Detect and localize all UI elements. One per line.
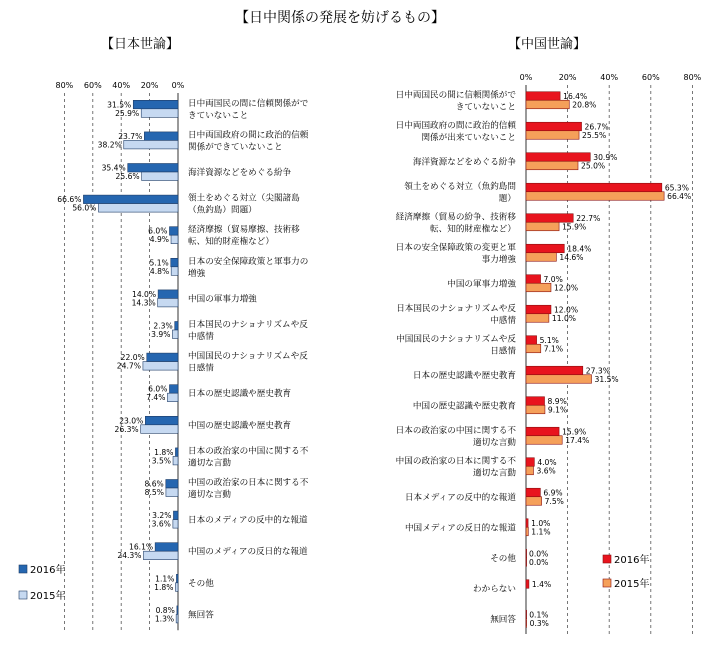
japan-value-label: 25.9%: [115, 108, 140, 118]
japan-category-label: 増強: [188, 268, 206, 279]
china-bar-2015年: [526, 161, 578, 170]
japan-value-label: 8.5%: [144, 488, 164, 497]
japan-value-label: 3.9%: [151, 330, 171, 339]
china-category-label: 関係が出来ていないこと: [421, 132, 516, 143]
japan-bar-2016年: [175, 322, 178, 331]
japan-category-label: 日本のメディアの反中的な報道: [188, 515, 308, 526]
japan-bar-2015年: [166, 488, 178, 497]
china-value-label: 20.8%: [572, 100, 597, 110]
china-bar-2015年: [526, 100, 569, 109]
china-value-label: 4.0%: [537, 457, 557, 467]
china-value-label: 27.3%: [585, 366, 610, 376]
china-bar-2015年: [526, 344, 541, 353]
japan-bar-2015年: [143, 551, 178, 560]
china-x-tick-label: 80%: [683, 73, 702, 82]
china-value-label: 3.6%: [536, 466, 556, 476]
japan-bar-2015年: [141, 425, 178, 434]
china-value-label: 12.0%: [553, 283, 579, 293]
japan-value-label: 3.2%: [152, 511, 172, 521]
japan-value-label: 24.3%: [117, 551, 142, 561]
china-value-label: 9.1%: [547, 405, 568, 415]
japan-x-tick-label: 40%: [112, 81, 131, 90]
china-bar-2016年: [526, 153, 590, 162]
china-value-label: 15.9%: [562, 427, 587, 437]
china-category-label: 日本メディアの反中的な報道: [404, 492, 516, 503]
china-bar-2015年: [526, 131, 579, 140]
china-bar-2016年: [526, 122, 582, 131]
japan-value-label: 0.8%: [155, 605, 175, 615]
japan-value-label: 16.1%: [129, 542, 154, 552]
japan-value-label: 5.1%: [149, 258, 169, 268]
japan-category-label: 日本国民のナショナリズムや反: [188, 320, 308, 330]
china-category-label: 日本の安全保障政策の変更と軍: [395, 242, 516, 253]
chart-title: 【日中関係の発展を妨げるもの】: [235, 10, 445, 26]
japan-category-label: きていないこと: [188, 110, 249, 121]
china-bar-2015年: [526, 192, 664, 201]
japan-bar-2015年: [142, 172, 178, 181]
china-value-label: 7.5%: [544, 496, 564, 506]
japan-value-label: 4.9%: [149, 235, 170, 245]
china-category-label: 中国の歴史認識や歴史教育: [412, 401, 516, 412]
japan-category-label: 日中両国政府の間に政治的信頼: [188, 130, 309, 141]
japan-category-label: 転、知的財産権など）: [188, 237, 274, 248]
china-value-label: 1.0%: [531, 518, 551, 528]
china-value-label: 12.0%: [553, 305, 579, 315]
china-category-label: 海洋資源などをめぐる紛争: [412, 157, 516, 168]
china-bar-2016年: [526, 244, 564, 253]
china-panel-subtitle: 【中国世論】: [507, 37, 587, 52]
china-bar-2015年: [526, 253, 556, 262]
japan-value-label: 6.0%: [148, 384, 168, 394]
japan-category-label: 適切な言動: [188, 490, 231, 500]
china-bar-2016年: [526, 214, 573, 223]
china-category-label: 適切な言動: [473, 437, 516, 448]
china-category-label: 中国メディアの反日的な報道: [404, 523, 516, 534]
japan-panel: [19, 81, 309, 630]
japan-category-label: 経済摩擦（貿易摩擦、技術移: [188, 225, 300, 236]
china-value-label: 0.1%: [529, 610, 549, 620]
china-value-label: 22.7%: [576, 213, 601, 223]
japan-bar-2016年: [173, 511, 178, 519]
japan-category-label: 中国のメディアの反日的な報道: [188, 547, 308, 558]
japan-value-label: 8.6%: [144, 479, 164, 489]
china-legend-swatch: [603, 555, 611, 563]
japan-category-label: 無回答: [188, 610, 214, 621]
china-category-label: きていないこと: [455, 102, 516, 113]
china-value-label: 0.0%: [529, 557, 549, 567]
japan-bar-2015年: [175, 583, 178, 592]
japan-bar-2016年: [155, 543, 178, 552]
japan-value-label: 2.3%: [153, 321, 173, 331]
china-x-tick-label: 60%: [641, 73, 660, 82]
japan-value-label: 14.3%: [131, 298, 156, 308]
japan-x-tick-label: 60%: [83, 81, 102, 90]
china-value-label: 65.3%: [664, 183, 689, 193]
china-bar-2015年: [526, 222, 559, 231]
china-category-label: 中国国民のナショナリズムや反: [396, 334, 516, 345]
china-value-label: 15.9%: [562, 222, 587, 232]
japan-category-label: 適切な言動: [188, 458, 231, 469]
china-panel: [396, 73, 702, 634]
china-bar-2016年: [526, 488, 540, 497]
china-bar-2016年: [526, 610, 527, 619]
china-value-label: 1.4%: [531, 579, 552, 589]
china-value-label: 5.1%: [539, 335, 559, 345]
china-bar-2016年: [526, 397, 545, 406]
china-x-tick-label: 20%: [558, 73, 577, 82]
japan-value-label: 38.2%: [97, 140, 122, 150]
japan-value-label: 1.8%: [154, 582, 174, 592]
china-legend-label: 2016年: [614, 555, 650, 566]
japan-value-label: 6.0%: [148, 226, 168, 236]
japan-bar-2015年: [167, 393, 178, 402]
japan-value-label: 25.6%: [115, 172, 140, 181]
china-bar-2016年: [526, 519, 528, 528]
japan-bar-2016年: [83, 195, 178, 204]
japan-x-tick-label: 80%: [55, 81, 74, 90]
china-category-label: 中感情: [490, 315, 516, 326]
japan-bar-2016年: [175, 448, 178, 457]
japan-bar-2016年: [177, 606, 178, 615]
japan-value-label: 23.0%: [119, 416, 144, 426]
china-value-label: 16.4%: [563, 91, 588, 101]
japan-bar-2015年: [173, 456, 178, 465]
japan-bar-2016年: [166, 480, 178, 489]
japan-value-label: 14.0%: [131, 289, 157, 299]
japan-bar-2016年: [133, 100, 178, 109]
china-category-label: 日中両国政府の間に政治的信頼: [395, 120, 516, 131]
japan-bar-2015年: [176, 614, 178, 623]
china-bar-2015年: [526, 314, 549, 323]
china-bar-2016年: [526, 458, 534, 467]
china-category-label: 中国の軍事力増強: [447, 279, 516, 290]
japan-bar-2015年: [124, 140, 178, 149]
japan-value-label: 3.5%: [151, 456, 172, 466]
china-bar-2015年: [526, 375, 592, 384]
china-value-label: 18.4%: [567, 244, 592, 254]
japan-bar-2015年: [158, 298, 178, 307]
china-category-label: 日本国民のナショナリズムや反: [396, 303, 516, 314]
japan-value-label: 24.7%: [116, 361, 141, 371]
china-bar-2016年: [526, 305, 551, 314]
japan-category-label: 日本の歴史認識や歴史教育: [188, 389, 292, 400]
china-value-label: 8.9%: [547, 396, 567, 406]
china-category-label: 日本の歴史認識や歴史教育: [412, 370, 516, 381]
china-bar-2015年: [526, 283, 551, 292]
japan-value-label: 56.0%: [72, 203, 97, 213]
china-value-label: 11.0%: [551, 313, 577, 323]
japan-bar-2016年: [176, 574, 178, 583]
china-value-label: 25.0%: [581, 161, 606, 171]
china-category-label: 領土をめぐる対立（魚釣島問: [404, 181, 516, 192]
china-value-label: 31.5%: [594, 374, 619, 384]
china-bar-2016年: [526, 366, 583, 375]
china-bar-2015年: [526, 466, 533, 475]
china-value-label: 17.4%: [565, 435, 590, 445]
china-category-label: 中国の政治家の日本に関する不: [395, 456, 516, 467]
japan-category-label: 日中両国民の間に信頼関係がで: [188, 98, 309, 109]
china-bar-2015年: [526, 405, 545, 414]
japan-legend-label: 2016年: [30, 565, 66, 576]
china-category-label: 転、知的財産権など）: [430, 224, 516, 235]
japan-value-label: 7.4%: [146, 393, 166, 403]
china-value-label: 25.5%: [582, 130, 607, 140]
japan-value-label: 3.6%: [151, 519, 171, 529]
china-value-label: 14.6%: [559, 252, 584, 262]
china-category-label: 経済摩擦（貿易の紛争、技術移: [395, 212, 516, 223]
japan-category-label: その他: [188, 578, 214, 589]
japan-legend-label: 2015年: [30, 591, 66, 602]
china-category-label: わからない: [473, 584, 516, 595]
china-category-label: 日感情: [490, 346, 516, 357]
china-bar-2016年: [526, 183, 662, 192]
china-bar-2015年: [526, 527, 528, 536]
china-value-label: 0.0%: [529, 549, 549, 559]
japan-bar-2015年: [173, 520, 178, 529]
japan-x-tick-label: 20%: [140, 81, 159, 90]
japan-bar-2015年: [141, 109, 178, 118]
japan-bar-2015年: [172, 330, 178, 339]
japan-bar-2015年: [98, 204, 178, 213]
china-value-label: 26.7%: [584, 122, 609, 132]
china-bar-2015年: [526, 497, 542, 506]
japan-bar-2016年: [128, 164, 178, 173]
china-x-tick-label: 40%: [600, 73, 619, 82]
china-bar-2016年: [526, 336, 537, 345]
japan-value-label: 1.3%: [154, 614, 175, 624]
japan-category-label: （魚釣島）問題）: [188, 205, 257, 216]
japan-category-label: 中国の政治家の日本に関する不: [188, 478, 309, 488]
japan-category-label: 関係ができていないこと: [188, 142, 283, 153]
china-value-label: 1.1%: [531, 527, 551, 537]
china-value-label: 7.0%: [543, 274, 563, 284]
china-bar-2016年: [526, 549, 527, 558]
japan-category-label: 中国の軍事力増強: [188, 294, 257, 305]
china-legend-swatch: [603, 579, 611, 587]
china-bar-2016年: [526, 427, 559, 436]
china-bar-2016年: [526, 275, 541, 284]
china-category-label: 無回答: [490, 614, 516, 625]
japan-value-label: 26.3%: [114, 424, 139, 434]
china-legend-label: 2015年: [614, 579, 650, 590]
japan-bar-2015年: [171, 267, 178, 276]
china-x-tick-label: 0%: [519, 73, 533, 82]
china-bar-2015年: [526, 558, 527, 567]
japan-bar-2016年: [145, 416, 178, 425]
japan-bar-2016年: [147, 353, 178, 362]
china-bar-2015年: [526, 619, 527, 628]
japan-bar-2016年: [158, 290, 178, 299]
japan-category-label: 日本の政治家の中国に関する不: [188, 446, 309, 457]
japan-x-tick-label: 0%: [171, 81, 185, 90]
china-value-label: 66.4%: [667, 191, 692, 201]
china-category-label: 適切な言動: [473, 468, 516, 479]
japan-bar-2016年: [169, 227, 178, 236]
japan-category-label: 中国の歴史認識や歴史教育: [188, 420, 292, 431]
japan-bar-2016年: [144, 132, 178, 141]
japan-category-label: 海洋資源などをめぐる紛争: [188, 168, 292, 178]
japan-value-label: 22.0%: [120, 353, 145, 363]
japan-value-label: 23.7%: [118, 131, 143, 141]
japan-legend-swatch: [19, 591, 27, 599]
china-bar-2015年: [526, 436, 562, 445]
china-bar-2016年: [526, 92, 560, 101]
japan-bar-2016年: [169, 385, 178, 394]
china-category-label: 日本の政治家の中国に関する不: [395, 425, 516, 436]
china-value-label: 0.3%: [529, 618, 549, 628]
china-category-label: 題）: [498, 193, 516, 204]
china-value-label: 30.9%: [593, 152, 618, 162]
japan-category-label: 日感情: [188, 363, 214, 374]
china-category-label: 日中両国民の間に信頼関係がで: [395, 90, 516, 101]
japan-category-label: 領土をめぐる対立（尖閣諸島: [188, 193, 300, 204]
china-value-label: 6.9%: [543, 488, 563, 498]
japan-bar-2015年: [143, 362, 178, 371]
china-bar-2016年: [526, 580, 529, 589]
japan-bar-2015年: [171, 235, 178, 244]
japan-value-label: 31.5%: [107, 100, 132, 110]
japan-value-label: 35.4%: [101, 163, 126, 173]
japan-category-label: 中国国民のナショナリズムや反: [188, 351, 308, 362]
japan-legend-swatch: [19, 565, 27, 573]
japan-category-label: 日本の安全保障政策と軍事力の: [188, 256, 309, 267]
japan-bar-2016年: [171, 258, 178, 267]
japan-value-label: 66.6%: [57, 195, 82, 205]
japan-category-label: 中感情: [188, 332, 214, 342]
china-value-label: 7.1%: [543, 344, 564, 354]
japan-value-label: 4.8%: [149, 266, 170, 276]
japan-value-label: 1.8%: [154, 447, 174, 457]
china-category-label: 事力増強: [481, 254, 516, 265]
china-category-label: その他: [490, 553, 516, 564]
japan-panel-subtitle: 【日本世論】: [100, 37, 180, 52]
japan-value-label: 1.1%: [155, 574, 175, 584]
